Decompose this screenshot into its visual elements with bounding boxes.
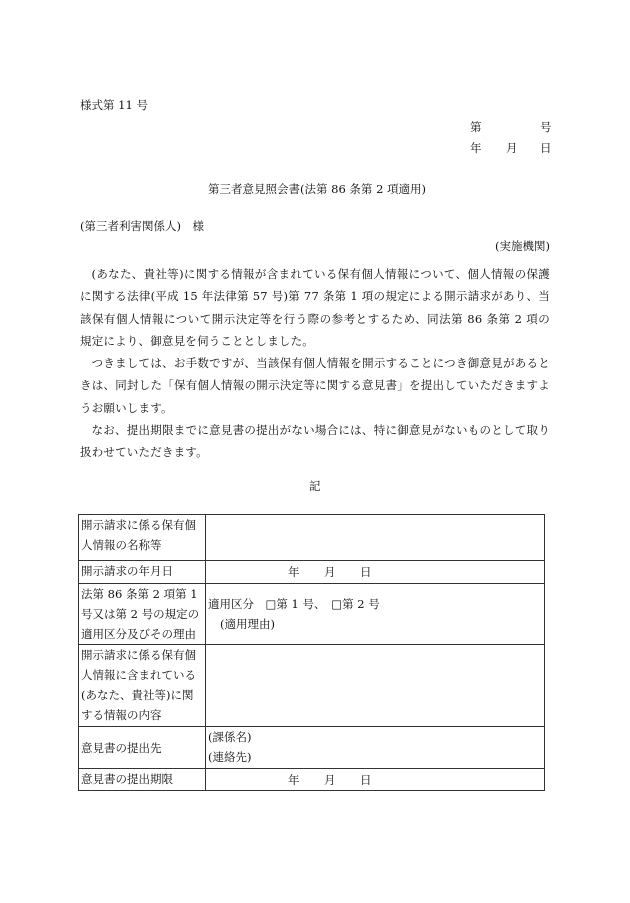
label-third-party-info: 開示請求に係る保有個人情報に含まれている(あなた、貴社等)に関する情報の内容: [79, 645, 206, 727]
paragraph-2: つきましては、お手数ですが、当該保有個人情報を開示することにつき御意見があるときは、同封した「保有個人情報の開示決定等に関する意見書」を提出していただきますようお願いします。: [80, 356, 550, 415]
category-reason: (適用理由): [220, 617, 275, 631]
value-submission-destination: [206, 727, 545, 769]
deadline-year: 年: [288, 773, 300, 787]
value-request-info-name: [206, 515, 545, 561]
table-row: [79, 515, 545, 561]
request-date-day: 日: [360, 565, 372, 579]
date-day-label: 日: [540, 141, 552, 155]
number-suffix: 号: [540, 120, 552, 134]
value-third-party-info: [206, 645, 545, 727]
table-row: [79, 561, 545, 584]
table-row: [79, 727, 545, 769]
paragraph-1: (あなた、貴社等)に関する情報が含まれている保有個人情報について、個人情報の保護に関する法律(平成 15 年法律第 57 号)第 77 条第 1 項の規定による開示請求があり、当該保有個人情報について開示決定等を行う際の参考とするため、同法第 86 条第 2 項の規定により、御意見を伺うこととしました。: [80, 267, 550, 348]
label-applicable-category: 法第 86 条第 2 項第 1 号又は第 2 号の規定の適用区分及びその理由: [79, 584, 206, 645]
value-submission-deadline: [206, 769, 545, 791]
ki-heading: 記: [309, 479, 321, 493]
table-row: [79, 769, 545, 791]
label-submission-deadline: 意見書の提出期限: [79, 769, 206, 791]
date-month-label: 月: [506, 141, 518, 155]
form-number: 様式第 11 号: [80, 98, 148, 112]
request-date-month: 月: [324, 565, 336, 579]
info-table: [78, 514, 545, 791]
category-checkboxes[interactable]: 適用区分 □第 1 号、 □第 2 号: [208, 597, 380, 611]
sender-organization: (実施機関): [495, 239, 550, 253]
label-submission-destination: 意見書の提出先: [79, 727, 206, 769]
value-request-date: [206, 561, 545, 584]
label-request-info-name: 開示請求に係る保有個人情報の名称等: [79, 515, 206, 561]
paragraph-3: なお、提出期限までに意見書の提出がない場合には、特に御意見がないものとして取り扱わせていただきます。: [80, 423, 550, 460]
section-name: (課係名): [208, 730, 252, 744]
table-row: [79, 645, 545, 727]
deadline-day: 日: [360, 773, 372, 787]
contact-info: (連絡先): [208, 750, 252, 764]
request-date-year: 年: [288, 565, 300, 579]
deadline-month: 月: [324, 773, 336, 787]
body-text: [80, 263, 550, 464]
document-title: 第三者意見照会書(法第 86 条第 2 項適用): [208, 182, 427, 196]
date-year-label: 年: [470, 141, 482, 155]
label-request-date: 開示請求の年月日: [79, 561, 206, 584]
value-applicable-category: [206, 584, 545, 645]
table-row: [79, 584, 545, 645]
number-prefix: 第: [470, 120, 482, 134]
addressee: (第三者利害関係人) 様: [80, 219, 204, 233]
